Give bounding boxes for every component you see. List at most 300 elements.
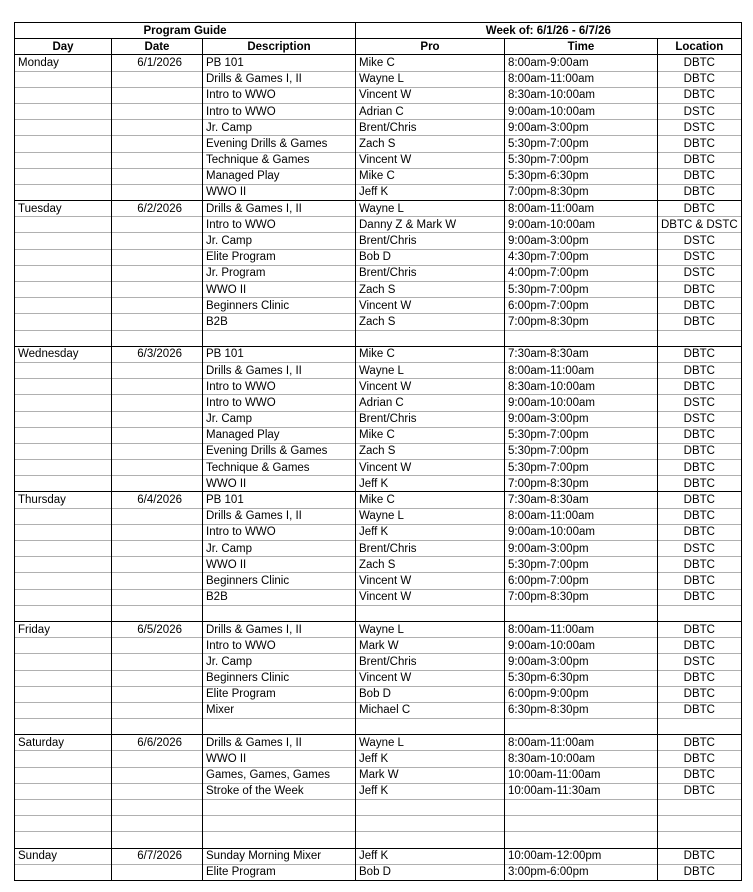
date-cell (112, 298, 203, 314)
table-row (15, 395, 742, 411)
pro-cell: Brent/Chris (356, 541, 505, 557)
time-cell: 7:00pm-8:30pm (505, 184, 658, 200)
date-cell (112, 702, 203, 718)
description-cell: WWO II (203, 751, 356, 767)
day-cell (15, 557, 112, 573)
location-cell: DBTC (658, 71, 742, 87)
time-cell: 5:30pm-7:00pm (505, 427, 658, 443)
description-cell (203, 832, 356, 848)
description-cell: Mixer (203, 702, 356, 718)
location-cell: DSTC (658, 249, 742, 265)
table-row (15, 362, 742, 378)
time-cell: 6:00pm-9:00pm (505, 686, 658, 702)
table-row (15, 265, 742, 281)
location-cell (658, 719, 742, 735)
description-cell: WWO II (203, 184, 356, 200)
date-cell (112, 605, 203, 621)
day-cell (15, 654, 112, 670)
table-row (15, 541, 742, 557)
table-row (15, 346, 742, 362)
table-row (15, 87, 742, 103)
day-cell (15, 541, 112, 557)
header-row (15, 39, 742, 55)
day-cell (15, 136, 112, 152)
description-cell: Sunday Morning Mixer (203, 848, 356, 864)
day-cell (15, 767, 112, 783)
day-cell (15, 395, 112, 411)
pro-cell: Brent/Chris (356, 120, 505, 136)
date-cell (112, 476, 203, 492)
table-row (15, 848, 742, 864)
day-cell (15, 573, 112, 589)
pro-cell: Wayne L (356, 362, 505, 378)
day-cell (15, 524, 112, 540)
time-cell: 8:30am-10:00am (505, 379, 658, 395)
date-cell (112, 314, 203, 330)
pro-cell: Vincent W (356, 460, 505, 476)
day-cell (15, 379, 112, 395)
date-cell (112, 751, 203, 767)
day-cell (15, 314, 112, 330)
description-cell: WWO II (203, 557, 356, 573)
day-cell (15, 589, 112, 605)
col-header-description: Description (203, 39, 356, 55)
location-cell: DBTC (658, 589, 742, 605)
day-cell (15, 362, 112, 378)
pro-cell: Vincent W (356, 298, 505, 314)
date-cell (112, 783, 203, 799)
col-header-pro: Pro (356, 39, 505, 55)
time-cell: 9:00am-10:00am (505, 217, 658, 233)
pro-cell: Bob D (356, 249, 505, 265)
pro-cell: Vincent W (356, 152, 505, 168)
day-cell (15, 832, 112, 848)
date-cell (112, 265, 203, 281)
time-cell (505, 832, 658, 848)
time-cell: 8:00am-11:00am (505, 621, 658, 637)
table-row (15, 136, 742, 152)
location-cell: DBTC (658, 670, 742, 686)
pro-cell: Jeff K (356, 848, 505, 864)
time-cell: 4:30pm-7:00pm (505, 249, 658, 265)
date-cell (112, 282, 203, 298)
date-cell (112, 330, 203, 346)
description-cell: Beginners Clinic (203, 573, 356, 589)
pro-cell: Wayne L (356, 735, 505, 751)
day-cell (15, 184, 112, 200)
day-cell (15, 298, 112, 314)
date-cell (112, 217, 203, 233)
table-row (15, 184, 742, 200)
blank-row (15, 605, 742, 621)
location-cell (658, 605, 742, 621)
pro-cell (356, 330, 505, 346)
pro-cell: Brent/Chris (356, 411, 505, 427)
description-cell: PB 101 (203, 346, 356, 362)
table-row (15, 508, 742, 524)
location-cell: DBTC (658, 751, 742, 767)
day-cell (15, 816, 112, 832)
col-header-date: Date (112, 39, 203, 55)
day-cell: Tuesday (15, 201, 112, 217)
location-cell: DBTC (658, 346, 742, 362)
time-cell (505, 605, 658, 621)
location-cell: DBTC (658, 201, 742, 217)
location-cell: DBTC (658, 136, 742, 152)
table-row (15, 670, 742, 686)
table-row (15, 783, 742, 799)
day-cell: Sunday (15, 848, 112, 864)
description-cell: Intro to WWO (203, 395, 356, 411)
table-row (15, 735, 742, 751)
col-header-time: Time (505, 39, 658, 55)
blank-row (15, 719, 742, 735)
pro-cell: Jeff K (356, 751, 505, 767)
pro-cell: Mike C (356, 168, 505, 184)
time-cell (505, 800, 658, 816)
pro-cell: Mark W (356, 767, 505, 783)
pro-cell: Adrian C (356, 103, 505, 119)
description-cell: Drills & Games I, II (203, 362, 356, 378)
time-cell: 10:00am-11:30am (505, 783, 658, 799)
pro-cell (356, 719, 505, 735)
day-cell (15, 87, 112, 103)
date-cell (112, 460, 203, 476)
pro-cell: Zach S (356, 443, 505, 459)
time-cell: 8:00am-11:00am (505, 735, 658, 751)
location-cell: DBTC (658, 184, 742, 200)
date-cell (112, 832, 203, 848)
day-cell (15, 638, 112, 654)
blank-row (15, 832, 742, 848)
description-cell: Drills & Games I, II (203, 71, 356, 87)
description-cell: Intro to WWO (203, 638, 356, 654)
date-cell: 6/2/2026 (112, 201, 203, 217)
time-cell: 8:30am-10:00am (505, 87, 658, 103)
pro-cell (356, 832, 505, 848)
date-cell: 6/3/2026 (112, 346, 203, 362)
table-row (15, 492, 742, 508)
location-cell: DBTC (658, 152, 742, 168)
table-row (15, 201, 742, 217)
date-cell (112, 864, 203, 880)
location-cell: DBTC (658, 638, 742, 654)
time-cell: 9:00am-3:00pm (505, 233, 658, 249)
location-cell: DBTC (658, 783, 742, 799)
day-cell (15, 249, 112, 265)
time-cell (505, 719, 658, 735)
time-cell: 9:00am-10:00am (505, 638, 658, 654)
pro-cell: Vincent W (356, 670, 505, 686)
blank-row (15, 330, 742, 346)
day-cell (15, 443, 112, 459)
description-cell: Technique & Games (203, 152, 356, 168)
date-cell: 6/7/2026 (112, 848, 203, 864)
time-cell: 10:00am-12:00pm (505, 848, 658, 864)
date-cell (112, 249, 203, 265)
day-cell (15, 864, 112, 880)
location-cell: DBTC (658, 427, 742, 443)
date-cell (112, 767, 203, 783)
table-row (15, 379, 742, 395)
description-cell: Jr. Camp (203, 411, 356, 427)
table-row (15, 282, 742, 298)
day-cell (15, 71, 112, 87)
day-cell (15, 719, 112, 735)
pro-cell (356, 800, 505, 816)
description-cell: Jr. Camp (203, 541, 356, 557)
description-cell: Stroke of the Week (203, 783, 356, 799)
location-cell: DBTC (658, 282, 742, 298)
date-cell (112, 120, 203, 136)
time-cell: 9:00am-3:00pm (505, 654, 658, 670)
table-row (15, 686, 742, 702)
description-cell: PB 101 (203, 55, 356, 71)
table-row (15, 427, 742, 443)
date-cell: 6/6/2026 (112, 735, 203, 751)
pro-cell: Vincent W (356, 87, 505, 103)
date-cell (112, 541, 203, 557)
location-cell (658, 330, 742, 346)
description-cell: Beginners Clinic (203, 298, 356, 314)
description-cell: Intro to WWO (203, 524, 356, 540)
pro-cell: Wayne L (356, 621, 505, 637)
date-cell (112, 816, 203, 832)
description-cell: Beginners Clinic (203, 670, 356, 686)
day-cell (15, 460, 112, 476)
description-cell: Intro to WWO (203, 217, 356, 233)
pro-cell: Brent/Chris (356, 233, 505, 249)
description-cell: B2B (203, 314, 356, 330)
date-cell (112, 557, 203, 573)
description-cell: Elite Program (203, 686, 356, 702)
day-cell: Thursday (15, 492, 112, 508)
description-cell: Drills & Games I, II (203, 621, 356, 637)
time-cell: 8:00am-9:00am (505, 55, 658, 71)
location-cell: DBTC (658, 298, 742, 314)
date-cell (112, 800, 203, 816)
day-cell (15, 751, 112, 767)
table-row (15, 864, 742, 880)
description-cell: Managed Play (203, 168, 356, 184)
location-cell: DSTC (658, 233, 742, 249)
date-cell (112, 152, 203, 168)
description-cell: Drills & Games I, II (203, 508, 356, 524)
location-cell: DBTC (658, 460, 742, 476)
description-cell: Elite Program (203, 864, 356, 880)
pro-cell: Jeff K (356, 476, 505, 492)
location-cell: DSTC (658, 411, 742, 427)
location-cell: DBTC (658, 55, 742, 71)
location-cell (658, 816, 742, 832)
pro-cell: Mike C (356, 346, 505, 362)
time-cell: 5:30pm-7:00pm (505, 443, 658, 459)
guide-title: Program Guide (15, 23, 356, 39)
time-cell: 8:00am-11:00am (505, 362, 658, 378)
time-cell: 7:30am-8:30am (505, 492, 658, 508)
date-cell (112, 427, 203, 443)
time-cell (505, 816, 658, 832)
time-cell: 4:00pm-7:00pm (505, 265, 658, 281)
time-cell: 5:30pm-6:30pm (505, 670, 658, 686)
date-cell (112, 686, 203, 702)
description-cell: Evening Drills & Games (203, 443, 356, 459)
date-cell (112, 573, 203, 589)
table-row (15, 751, 742, 767)
time-cell: 8:30am-10:00am (505, 751, 658, 767)
location-cell: DBTC (658, 443, 742, 459)
day-cell (15, 670, 112, 686)
location-cell: DBTC (658, 492, 742, 508)
description-cell: Jr. Camp (203, 654, 356, 670)
table-row (15, 411, 742, 427)
date-cell (112, 443, 203, 459)
description-cell: PB 101 (203, 492, 356, 508)
location-cell: DBTC (658, 379, 742, 395)
date-cell (112, 719, 203, 735)
day-cell (15, 233, 112, 249)
location-cell: DBTC (658, 314, 742, 330)
time-cell: 5:30pm-6:30pm (505, 168, 658, 184)
table-row (15, 233, 742, 249)
day-cell (15, 103, 112, 119)
time-cell: 6:30pm-8:30pm (505, 702, 658, 718)
description-cell: Drills & Games I, II (203, 201, 356, 217)
date-cell (112, 411, 203, 427)
description-cell (203, 330, 356, 346)
pro-cell: Jeff K (356, 524, 505, 540)
description-cell (203, 816, 356, 832)
time-cell: 5:30pm-7:00pm (505, 557, 658, 573)
date-cell: 6/5/2026 (112, 621, 203, 637)
table-row (15, 702, 742, 718)
pro-cell (356, 816, 505, 832)
location-cell (658, 832, 742, 848)
pro-cell: Vincent W (356, 379, 505, 395)
table-row (15, 589, 742, 605)
table-row (15, 103, 742, 119)
pro-cell: Vincent W (356, 573, 505, 589)
date-cell (112, 71, 203, 87)
location-cell: DBTC (658, 767, 742, 783)
table-row (15, 443, 742, 459)
table-row (15, 654, 742, 670)
time-cell: 5:30pm-7:00pm (505, 152, 658, 168)
table-row (15, 557, 742, 573)
location-cell: DBTC (658, 87, 742, 103)
description-cell: Intro to WWO (203, 103, 356, 119)
schedule-body (15, 23, 742, 881)
title-row (15, 23, 742, 39)
table-row (15, 249, 742, 265)
date-cell (112, 670, 203, 686)
pro-cell: Zach S (356, 136, 505, 152)
description-cell: WWO II (203, 476, 356, 492)
table-row (15, 298, 742, 314)
description-cell: Jr. Camp (203, 120, 356, 136)
day-cell: Wednesday (15, 346, 112, 362)
date-cell (112, 87, 203, 103)
location-cell: DSTC (658, 541, 742, 557)
time-cell: 7:00pm-8:30pm (505, 476, 658, 492)
day-cell (15, 508, 112, 524)
col-header-day: Day (15, 39, 112, 55)
pro-cell: Mike C (356, 427, 505, 443)
description-cell: Jr. Camp (203, 233, 356, 249)
time-cell: 10:00am-11:00am (505, 767, 658, 783)
table-row (15, 217, 742, 233)
pro-cell: Mike C (356, 55, 505, 71)
time-cell: 5:30pm-7:00pm (505, 282, 658, 298)
week-label: Week of: 6/1/26 - 6/7/26 (356, 23, 742, 39)
pro-cell: Wayne L (356, 508, 505, 524)
date-cell (112, 233, 203, 249)
description-cell: Intro to WWO (203, 379, 356, 395)
date-cell (112, 589, 203, 605)
day-cell (15, 120, 112, 136)
description-cell: WWO II (203, 282, 356, 298)
day-cell (15, 783, 112, 799)
location-cell: DBTC (658, 573, 742, 589)
time-cell: 9:00am-3:00pm (505, 541, 658, 557)
pro-cell: Jeff K (356, 783, 505, 799)
location-cell: DBTC (658, 508, 742, 524)
pro-cell: Adrian C (356, 395, 505, 411)
location-cell (658, 800, 742, 816)
location-cell: DSTC (658, 395, 742, 411)
time-cell (505, 330, 658, 346)
description-cell (203, 800, 356, 816)
time-cell: 9:00am-3:00pm (505, 120, 658, 136)
day-cell (15, 411, 112, 427)
date-cell (112, 508, 203, 524)
pro-cell: Bob D (356, 686, 505, 702)
pro-cell: Brent/Chris (356, 265, 505, 281)
pro-cell: Mike C (356, 492, 505, 508)
date-cell (112, 184, 203, 200)
time-cell: 9:00am-10:00am (505, 524, 658, 540)
pro-cell: Wayne L (356, 71, 505, 87)
time-cell: 8:00am-11:00am (505, 201, 658, 217)
day-cell (15, 476, 112, 492)
day-cell (15, 800, 112, 816)
time-cell: 7:00pm-8:30pm (505, 314, 658, 330)
table-row (15, 120, 742, 136)
day-cell: Saturday (15, 735, 112, 751)
table-row (15, 460, 742, 476)
time-cell: 6:00pm-7:00pm (505, 298, 658, 314)
location-cell: DBTC (658, 476, 742, 492)
time-cell: 7:00pm-8:30pm (505, 589, 658, 605)
description-cell: Managed Play (203, 427, 356, 443)
day-cell (15, 168, 112, 184)
time-cell: 3:00pm-6:00pm (505, 864, 658, 880)
pro-cell: Danny Z & Mark W (356, 217, 505, 233)
day-cell (15, 702, 112, 718)
program-guide-sheet (14, 22, 742, 881)
table-row (15, 573, 742, 589)
col-header-location: Location (658, 39, 742, 55)
pro-cell: Mark W (356, 638, 505, 654)
location-cell: DBTC (658, 702, 742, 718)
time-cell: 9:00am-10:00am (505, 103, 658, 119)
date-cell (112, 638, 203, 654)
date-cell (112, 362, 203, 378)
pro-cell: Zach S (356, 557, 505, 573)
date-cell (112, 524, 203, 540)
pro-cell: Bob D (356, 864, 505, 880)
table-row (15, 71, 742, 87)
